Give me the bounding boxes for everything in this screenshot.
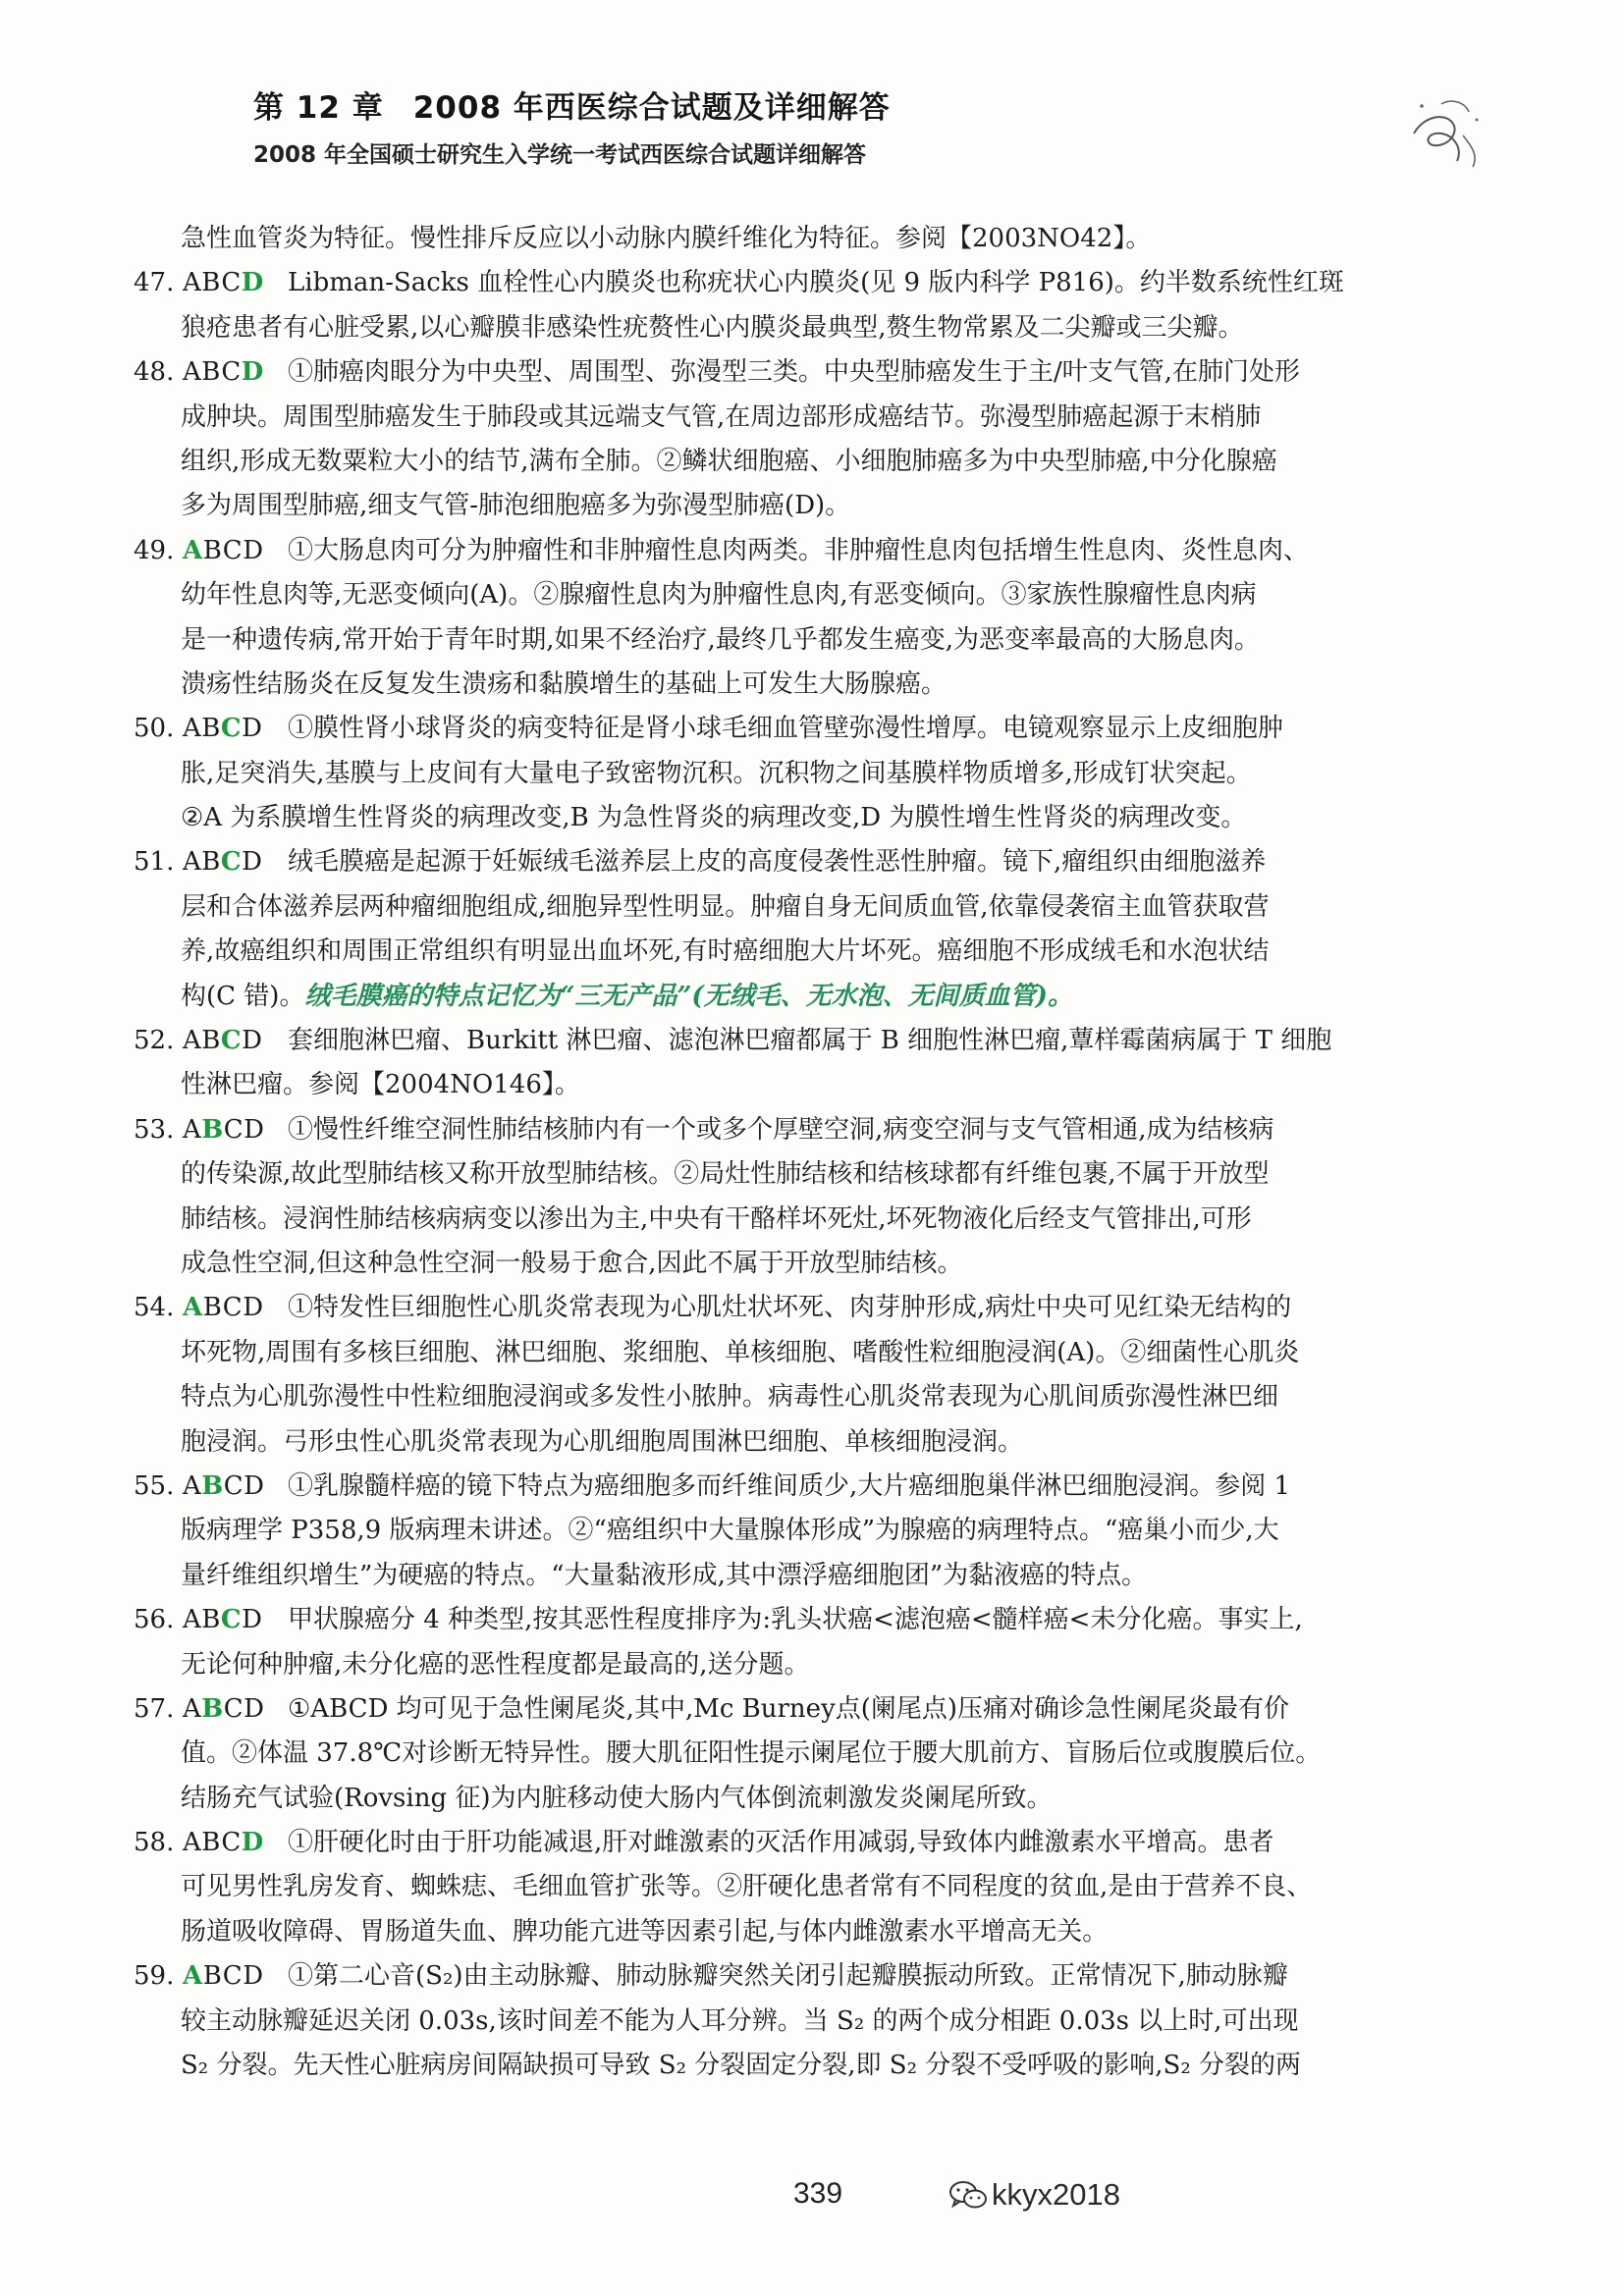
option-a: A — [183, 714, 202, 744]
option-b: B — [201, 1693, 224, 1724]
option-d: D — [242, 1026, 263, 1056]
option-d: D — [242, 714, 263, 744]
text-line: 量纤维组织增生”为硬癌的特点。“大量黏液形成,其中漂浮癌细胞团”为黏液癌的特点。 — [181, 1560, 1148, 1590]
explanation-text: 套细胞淋巴瘤、Burkitt 淋巴瘤、滤泡淋巴瘤都属于 B 细胞性淋巴瘤,蕈样霉菌病属于 T 细胞 — [288, 1026, 1332, 1056]
option-b: B — [201, 1828, 222, 1858]
chapter-title — [253, 82, 891, 127]
text-line — [134, 975, 1489, 1019]
option-a: A — [183, 847, 202, 878]
question-number: 54. — [134, 1293, 175, 1323]
text-line: 的传染源,故此型肺结核又称开放型肺结核。②局灶性肺结核和结核球都有纤维包裹,不属于开放型 — [181, 1159, 1270, 1190]
explanation-text: ①肝硬化时由于肝功能减退,肝对雌激素的灭活作用减弱,导致体内雌激素水平增高。患者 — [288, 1828, 1274, 1858]
option-b: B — [201, 847, 221, 878]
answer-options — [183, 707, 288, 751]
option-b: B — [201, 268, 222, 298]
option-c: C — [222, 1293, 244, 1323]
page-header — [253, 82, 891, 169]
option-c: C — [220, 1605, 243, 1635]
option-b: B — [202, 535, 223, 565]
option-b: B — [201, 1470, 224, 1501]
question-number: 52. — [134, 1026, 175, 1056]
option-b: B — [201, 714, 221, 744]
answer-options — [183, 1465, 288, 1509]
option-a: A — [183, 535, 203, 565]
chapter-heading: 2008 年西医综合试题及详细解答 — [412, 90, 891, 126]
question-50-line — [134, 707, 1489, 751]
option-d: D — [244, 1693, 265, 1724]
question-number: 48. — [134, 357, 175, 388]
wechat-icon — [948, 2179, 988, 2211]
option-c: C — [222, 1961, 244, 1992]
question-number: 56. — [134, 1605, 175, 1635]
option-d: D — [243, 1961, 264, 1992]
option-d: D — [244, 1114, 265, 1145]
explanation-text: ①乳腺髓样癌的镜下特点为癌细胞多而纤维间质少,大片癌细胞巢伴淋巴细胞浸润。参阅 1 — [288, 1470, 1291, 1501]
text-line: 狼疮患者有心脏受累,以心瓣膜非感染性疣赘性心内膜炎最典型,赘生物常累及二尖瓣或三尖瓣。 — [181, 312, 1244, 343]
option-c: C — [221, 357, 242, 388]
text-line: 特点为心肌弥漫性中性粒细胞浸润或多发性小脓肿。病毒性心肌炎常表现为心肌间质弥漫性淋巴细 — [181, 1382, 1279, 1413]
explanation-text: ①慢性纤维空洞性肺结核肺内有一个或多个厚壁空洞,病变空洞与支气管相通,成为结核病 — [288, 1114, 1274, 1145]
explanation-text: ①肺癌肉眼分为中央型、周围型、弥漫型三类。中央型肺癌发生于主/叶支气管,在肺门处形 — [288, 357, 1301, 388]
question-number: 55. — [134, 1470, 175, 1501]
option-c: C — [220, 714, 243, 744]
option-a: A — [183, 1828, 202, 1858]
question-57-line — [134, 1687, 1489, 1732]
text-line: 多为周围型肺癌,细支气管-肺泡细胞癌多为弥漫型肺癌(D)。 — [181, 491, 851, 521]
answer-options — [183, 1954, 288, 1999]
text-line: 急性血管炎为特征。慢性排斥反应以小动脉内膜纤维化为特征。参阅【2003NO42】。 — [181, 224, 1152, 253]
option-b: B — [201, 1026, 221, 1056]
question-51-line — [134, 840, 1489, 884]
question-number: 51. — [134, 847, 175, 878]
answer-options — [183, 840, 288, 884]
explanation-text: Libman-Sacks 血栓性心内膜炎也称疣状心内膜炎(见 9 版内科学 P816)。约半数系统性红斑 — [288, 268, 1344, 298]
footer-watermark — [948, 2177, 1120, 2213]
answer-list — [134, 217, 1489, 2088]
answer-options — [183, 1286, 288, 1330]
answer-options — [183, 1687, 288, 1732]
option-a: A — [183, 268, 202, 298]
answer-options — [183, 1019, 288, 1063]
explanation-text: 甲状腺癌分 4 种类型,按其恶性程度排序为:乳头状癌<滤泡癌<髓样癌<未分化癌。事实上, — [288, 1605, 1303, 1635]
option-d: D — [241, 357, 264, 388]
text-line: 是一种遗传病,常开始于青年时期,如果不经治疗,最终几乎都发生癌变,为恶变率最高的大肠息肉。 — [181, 624, 1261, 655]
option-b: B — [201, 1605, 221, 1635]
question-53-line — [134, 1108, 1489, 1152]
option-b: B — [202, 1961, 223, 1992]
option-c: C — [220, 1026, 243, 1056]
question-54-line — [134, 1286, 1489, 1330]
option-a: A — [183, 1693, 202, 1724]
question-number: 49. — [134, 535, 175, 565]
text-line: 版病理学 P358,9 版病理未讲述。②“癌组织中大量腺体形成”为腺癌的病理特点。“癌巢小而少,大 — [181, 1516, 1279, 1546]
text-line: 养,故癌组织和周围正常组织有明显出血坏死,有时癌细胞大片坏死。癌细胞不形成绒毛和水泡状结 — [181, 936, 1270, 967]
text-line: ②A 为系膜增生性肾炎的病理改变,B 为急性肾炎的病理改变,D 为膜性增生性肾炎的病理改变。 — [181, 803, 1247, 833]
answer-options — [183, 350, 288, 395]
explanation-text: ①ABCD 均可见于急性阑尾炎,其中,Mc Burney点(阑尾点)压痛对确诊急性阑尾炎最有价 — [288, 1693, 1290, 1724]
text-line: 层和合体滋养层两种瘤细胞组成,细胞异型性明显。肿瘤自身无间质血管,依靠侵袭宿主血管获取营 — [181, 891, 1270, 922]
question-49-line — [134, 529, 1489, 573]
question-47-line — [134, 261, 1489, 305]
option-c: C — [223, 1470, 244, 1501]
option-a: A — [183, 1605, 202, 1635]
option-a: A — [183, 1114, 202, 1145]
option-c: C — [220, 847, 243, 878]
text-line: 值。②体温 37.8℃对诊断无特异性。腰大肌征阳性提示阑尾位于腰大肌前方、盲肠后位或腹膜后位。 — [181, 1738, 1322, 1769]
question-number: 47. — [134, 268, 175, 298]
option-d: D — [242, 1605, 263, 1635]
option-d: D — [243, 1293, 264, 1323]
option-d: D — [244, 1470, 265, 1501]
chapter-label: 第 12 章 — [253, 90, 384, 126]
explanation-text: ①膜性肾小球肾炎的病变特征是肾小球毛细血管壁弥漫性增厚。电镜观察显示上皮细胞肿 — [288, 714, 1284, 744]
text-line: 可见男性乳房发育、蜘蛛痣、毛细血管扩张等。②肝硬化患者常有不同程度的贫血,是由于营养不良、 — [181, 1872, 1313, 1902]
watermark-text: kkyx2018 — [992, 2177, 1120, 2212]
answer-options — [183, 1821, 288, 1865]
text-line: 肠道吸收障碍、胃肠道失血、脾功能亢进等因素引起,与体内雌激素水平增高无关。 — [181, 1916, 1109, 1947]
text-line: 胞浸润。弓形虫性心肌炎常表现为心肌细胞周围淋巴细胞、单核细胞浸润。 — [181, 1426, 1024, 1457]
option-d: D — [241, 1828, 264, 1858]
option-b: B — [201, 1114, 224, 1145]
option-d: D — [242, 847, 263, 878]
text-line: 肺结核。浸润性肺结核病病变以渗出为主,中央有干酪样坏死灶,坏死物液化后经支气管排出,可形 — [181, 1203, 1252, 1234]
option-c: C — [222, 535, 244, 565]
question-number: 50. — [134, 714, 175, 744]
answer-options — [183, 529, 288, 573]
option-c: C — [221, 1828, 242, 1858]
option-a: A — [183, 1293, 203, 1323]
option-d: D — [241, 268, 264, 298]
question-56-line — [134, 1598, 1489, 1642]
question-number: 59. — [134, 1961, 175, 1992]
text-line: 较主动脉瓣延迟关闭 0.03s,该时间差不能为人耳分辨。当 S₂ 的两个成分相距 0.03s 以上时,可出现 — [181, 2005, 1299, 2036]
explanation-text: ①大肠息肉可分为肿瘤性和非肿瘤性息肉两类。非肿瘤性息肉包括增生性息肉、炎性息肉、 — [288, 535, 1310, 565]
memory-note: 绒毛膜癌的特点记忆为“三无产品”(无绒毛、无水泡、无间质血管)。 — [304, 981, 1073, 1011]
question-58-line — [134, 1821, 1489, 1865]
text-line: 溃疡性结肠炎在反复发生溃疡和黏膜增生的基础上可发生大肠腺癌。 — [181, 668, 947, 699]
text-line: 组织,形成无数粟粒大小的结节,满布全肺。②鳞状细胞癌、小细胞肺癌多为中央型肺癌,中分化腺癌 — [181, 446, 1277, 476]
text-line: 胀,足突消失,基膜与上皮间有大量电子致密物沉积。沉积物之间基膜样物质增多,形成钉状突起。 — [181, 758, 1252, 788]
option-c: C — [223, 1693, 244, 1724]
option-b: B — [202, 1293, 223, 1323]
answer-options — [183, 261, 288, 305]
option-c: C — [223, 1114, 244, 1145]
question-number: 58. — [134, 1828, 175, 1858]
question-52-line — [134, 1019, 1489, 1063]
text-line: 结肠充气试验(Rovsing 征)为内脏移动使大肠内气体倒流刺激发炎阑尾所致。 — [181, 1783, 1053, 1813]
text-line: 无论何种肿瘤,未分化癌的恶性程度都是最高的,送分题。 — [181, 1649, 810, 1680]
answer-options — [183, 1598, 288, 1642]
option-a: A — [183, 1026, 202, 1056]
explanation-text: ①第二心音(S₂)由主动脉瓣、肺动脉瓣突然关闭引起瓣膜振动所致。正常情况下,肺动脉瓣 — [288, 1961, 1288, 1992]
text-line: S₂ 分裂。先天性心脏病房间隔缺损可导致 S₂ 分裂固定分裂,即 S₂ 分裂不受呼吸的影响,S₂ 分裂的两 — [181, 2051, 1302, 2081]
question-number: 57. — [134, 1693, 175, 1724]
page-number: 339 — [793, 2177, 843, 2210]
corner-doodle-icon — [1394, 77, 1492, 175]
option-a: A — [183, 1961, 203, 1992]
question-59-line — [134, 1954, 1489, 1999]
explanation-text: ①特发性巨细胞性心肌炎常表现为心肌灶状坏死、肉芽肿形成,病灶中央可见红染无结构的 — [288, 1293, 1292, 1323]
text-line: 性淋巴瘤。参阅【2004NO146】。 — [181, 1070, 580, 1100]
option-b: B — [201, 357, 222, 388]
chapter-subtitle: 2008 年全国硕士研究生入学统一考试西医综合试题详细解答 — [253, 142, 867, 168]
option-a: A — [183, 357, 202, 388]
text-line: 坏死物,周围有多核巨细胞、淋巴细胞、浆细胞、单核细胞、嗜酸性粒细胞浸润(A)。②细菌性心肌炎 — [181, 1337, 1300, 1367]
question-48-line — [134, 350, 1489, 395]
text-line: 成肿块。周围型肺癌发生于肺段或其远端支气管,在周边部形成癌结节。弥漫型肺癌起源于末梢肺 — [181, 401, 1262, 432]
question-number: 53. — [134, 1114, 175, 1145]
explanation-text: 绒毛膜癌是起源于妊娠绒毛滋养层上皮的高度侵袭性恶性肿瘤。镜下,瘤组织由细胞滋养 — [288, 847, 1267, 878]
text-line: 成急性空洞,但这种急性空洞一般易于愈合,因此不属于开放型肺结核。 — [181, 1248, 963, 1278]
option-d: D — [243, 535, 264, 565]
question-55-line — [134, 1465, 1489, 1509]
option-c: C — [221, 268, 242, 298]
option-a: A — [183, 1470, 202, 1501]
answer-options — [183, 1108, 288, 1152]
text-line: 幼年性息肉等,无恶变倾向(A)。②腺瘤性息肉为肿瘤性息肉,有恶变倾向。③家族性腺瘤性息肉病 — [181, 580, 1257, 611]
text-segment: 构(C 错)。 — [181, 981, 305, 1011]
